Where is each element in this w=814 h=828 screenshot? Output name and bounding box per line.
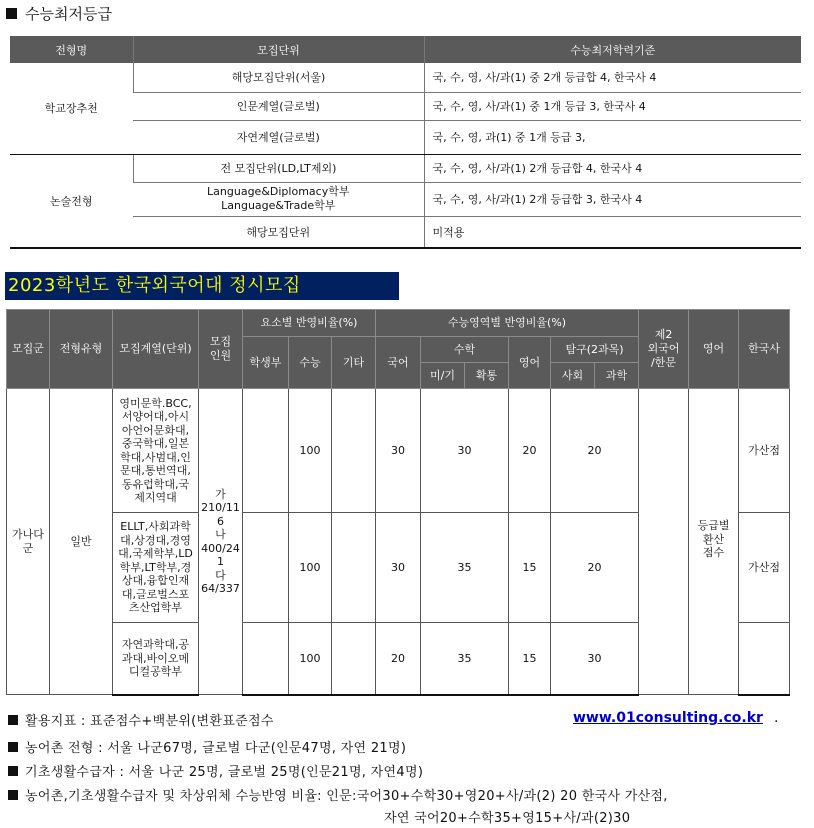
history-cell: 가산점 (739, 513, 790, 623)
header-element-ratio: 요소별 반영비율(%) (243, 310, 376, 337)
csat-minimum-table (10, 36, 801, 249)
header-second-foreign (639, 310, 689, 389)
bullet-square-icon (8, 766, 18, 776)
criteria-cell: 미적용 (424, 216, 801, 248)
note-basic-living: 기초생활수급자 : 서울 나군 25명, 글로벌 25명(인문21명, 자연4명) (8, 761, 423, 780)
header-group: 모집군 (7, 310, 50, 389)
csat-cell: 100 (289, 513, 332, 623)
unit-cell: 해당모집단위(서울) (133, 63, 424, 92)
unit-cell (113, 389, 199, 513)
english-note-line: 등급별 (697, 519, 730, 532)
other-cell (332, 513, 376, 623)
link-suffix: . (774, 710, 779, 726)
group-name: 학교장추천 (10, 63, 133, 154)
quota-line: 210/11 (201, 501, 240, 514)
unit-cell: 해당모집단위 (133, 216, 424, 248)
bullet-square-icon (8, 715, 18, 725)
history-cell: 가산점 (739, 389, 790, 513)
header-csat: 수능 (289, 337, 332, 389)
unit-line: ELLT,사회과학 (120, 520, 191, 534)
header-math-a: 미/기 (421, 363, 465, 389)
group-name: 논술전형 (10, 154, 133, 248)
note-ratio-natural: 자연 국어20+수학35+영15+사/과(2)30 (384, 811, 631, 826)
english-cell: 20 (509, 389, 551, 513)
unit-line: 중국학대,일본 (121, 437, 190, 450)
unit-cell (133, 182, 424, 216)
unit-line: Language&Trade학부 (221, 199, 336, 212)
unit-line: 대,글로벌스포 (121, 587, 190, 601)
csat-cell: 100 (289, 623, 332, 695)
other-cell (332, 389, 376, 513)
header-social: 사회 (551, 363, 595, 389)
unit-line: 학부,LT학부,경 (119, 560, 192, 574)
unit-line: 동유럽학대,국 (121, 477, 190, 491)
unit-line: 문대,통번역대, (120, 464, 191, 477)
group-cell: 가나다군 (7, 389, 50, 695)
banner-title: 2023학년도 한국외국어대 정시모집 (5, 272, 399, 300)
section-title: 수능최저등급 (6, 3, 112, 24)
math-cell: 35 (421, 513, 509, 623)
criteria-cell: 국, 수, 영, 사/과(1) 2개 등급합 3, 한국사 4 (424, 182, 801, 216)
korean-cell: 30 (376, 513, 421, 623)
csat-cell: 100 (289, 389, 332, 513)
quota-cell (199, 389, 243, 695)
unit-cell (113, 623, 199, 695)
korean-cell: 30 (376, 389, 421, 513)
header-unit: 모집계열(단위) (113, 310, 199, 389)
bullet-square-icon (8, 790, 18, 800)
student-record-cell (243, 389, 289, 513)
header-line: /한문 (651, 356, 676, 369)
criteria-cell: 국, 수, 영, 사/과(1) 중 2개 등급합 4, 한국사 4 (424, 63, 801, 92)
unit-line: 디컬공학부 (128, 665, 183, 678)
quota-line: 가 (215, 487, 226, 501)
header-unit: 모집단위 (133, 36, 424, 63)
second-foreign-cell (639, 389, 689, 695)
note-rural: 농어촌 전형 : 서울 나군67명, 글로벌 다군(인문47명, 자연 21명) (8, 737, 406, 756)
english-score-cell (689, 389, 739, 695)
english-cell: 15 (509, 513, 551, 623)
bullet-square-icon (8, 742, 18, 752)
header-math-b: 확통 (465, 363, 509, 389)
quota-line: 나 (215, 528, 226, 541)
admission-ratio-table (6, 309, 790, 696)
header-line: 인원 (209, 349, 232, 362)
korean-cell: 20 (376, 623, 421, 695)
unit-line: 학대,사범대,인 (120, 450, 191, 464)
unit-line: Language&Diplomacy학부 (207, 185, 350, 198)
unit-line: 제지역대 (134, 491, 177, 504)
bullet-square-icon (6, 8, 17, 19)
inquiry-cell: 20 (551, 513, 639, 623)
unit-line: 자연과학대,공 (121, 638, 190, 651)
english-note-line: 점수 (702, 546, 725, 559)
unit-line: 대,상경대,경영 (120, 533, 191, 547)
unit-cell: 자연계열(글로벌) (133, 120, 424, 154)
unit-cell (113, 513, 199, 623)
criteria-cell: 국, 수, 영, 사/과(1) 중 1개 등급 3, 한국사 4 (424, 92, 801, 120)
quota-line: 다 (215, 568, 226, 582)
header-english: 영어 (509, 337, 551, 389)
header-admission-type: 전형명 (10, 36, 133, 63)
header-english-score: 영어 (689, 310, 739, 389)
header-inquiry: 탐구(2과목) (551, 337, 639, 363)
header-science: 과학 (595, 363, 639, 389)
quota-line: 400/24 (201, 541, 240, 555)
header-korean: 국어 (376, 337, 421, 389)
math-cell: 35 (421, 623, 509, 695)
note-ratio: 농어촌,기초생활수급자 및 차상위체 수능반영 비율: 인문:국어30+수학30+영20+사/과(2) 20 한국사 가산점, (8, 785, 668, 804)
header-history: 한국사 (739, 310, 790, 389)
history-cell (739, 623, 790, 695)
unit-line: 상대,융합인재 (121, 574, 190, 588)
english-cell: 15 (509, 623, 551, 695)
quota-line: 1 (217, 555, 224, 568)
consulting-link[interactable]: www.01consulting.co.kr (573, 710, 763, 726)
inquiry-cell: 30 (551, 623, 639, 695)
header-other: 기타 (332, 337, 376, 389)
header-math: 수학 (421, 337, 509, 363)
quota-line: 64/337 (201, 582, 240, 595)
quota-line: 6 (217, 514, 224, 528)
header-area-ratio: 수능영역별 반영비율(%) (376, 310, 639, 337)
header-student-record: 학생부 (243, 337, 289, 389)
unit-line: 츠산업학부 (128, 601, 183, 615)
unit-cell: 인문계열(글로벌) (133, 92, 424, 120)
criteria-cell: 국, 수, 영, 사/과(1) 2개 등급합 4, 한국사 4 (424, 154, 801, 182)
student-record-cell (243, 623, 289, 695)
english-note-line: 환산 (702, 532, 725, 546)
inquiry-cell: 20 (551, 389, 639, 513)
unit-line: 서양어대,아시 (121, 410, 190, 423)
student-record-cell (243, 513, 289, 623)
header-criteria: 수능최저학력기준 (424, 36, 801, 63)
math-cell: 30 (421, 389, 509, 513)
header-quota (199, 310, 243, 389)
unit-line: 아언어문화대, (121, 423, 190, 437)
unit-line: 영미문학.BCC, (119, 396, 192, 410)
unit-cell: 전 모집단위(LD,LT제외) (133, 154, 424, 182)
unit-line: 대,국제학부,LD (118, 547, 193, 561)
header-line: 외국어 (647, 342, 680, 355)
header-line: 제2 (654, 328, 673, 341)
type-cell: 일반 (50, 389, 113, 695)
unit-line: 과대,바이오메 (121, 651, 190, 665)
note-indicator: 활용지표 : 표준점수+백분위(변환표준점수 (8, 710, 274, 729)
other-cell (332, 623, 376, 695)
criteria-cell: 국, 수, 영, 과(1) 중 1개 등급 3, (424, 120, 801, 154)
header-type: 전형유형 (50, 310, 113, 389)
header-line: 모집 (209, 335, 232, 348)
